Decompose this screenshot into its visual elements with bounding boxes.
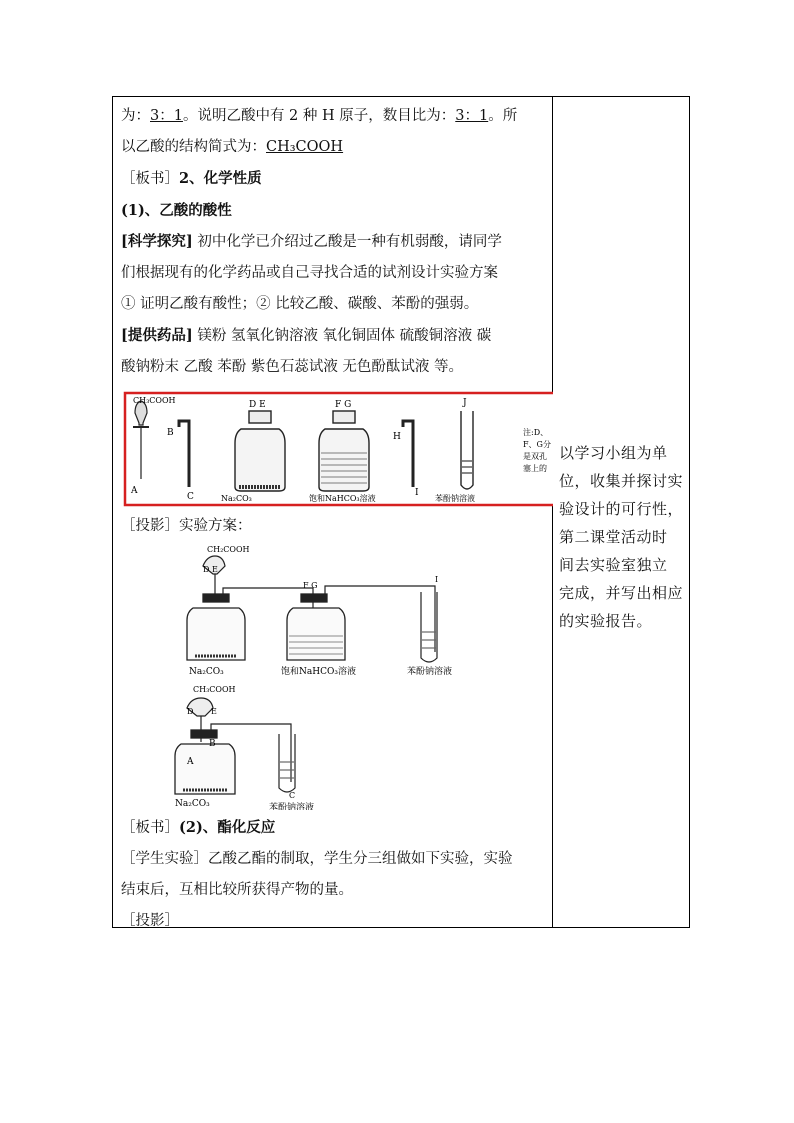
teaching-content-cell	[121, 101, 551, 937]
apparatus-figure-2	[173, 542, 503, 682]
note-line-2: F、G分	[523, 440, 551, 449]
note-line: 间去实验室独立	[559, 556, 668, 574]
label-fg: F G	[335, 400, 352, 410]
note-line: 以学习小组为单	[559, 444, 668, 462]
label-c: C	[289, 791, 296, 800]
ratio-value: 3：1	[150, 108, 183, 124]
label-a: A	[131, 486, 138, 496]
bottle	[175, 730, 235, 794]
label-phenolate: 苯酚钠溶液	[269, 803, 315, 810]
heading-text: 2、化学性质	[179, 170, 262, 187]
note-line: 的实验报告。	[559, 612, 653, 630]
board-heading-2	[121, 812, 547, 844]
tag: ［板书］	[121, 171, 179, 187]
activity-note-cell	[559, 439, 685, 635]
explore-line-1	[121, 226, 547, 258]
text: 以乙酸的结构简式为：	[121, 139, 266, 155]
student-line-1	[121, 844, 547, 875]
tag: ［学生实验］	[121, 851, 208, 867]
label-i: I	[415, 488, 419, 498]
lesson-table	[112, 96, 690, 928]
note-line: 位，收集并探讨实	[559, 472, 684, 490]
label-d: D	[187, 707, 194, 716]
student-line-2: 结束后，互相比较所获得产物的量。	[121, 882, 353, 898]
label-j: J	[463, 398, 467, 408]
formula: CH₃COOH	[266, 139, 344, 155]
column-divider	[552, 97, 553, 927]
label-phenolate: 苯酚钠溶液	[407, 667, 453, 677]
tag: ［板书］	[121, 820, 179, 836]
label-na2co3: Na₂CO₃	[221, 494, 252, 503]
reagents-line-1	[121, 320, 547, 352]
apparatus-figure-3-svg	[173, 682, 373, 810]
reagents-line-2: 酸钠粉末 乙酸 苯酚 紫色石蕊试液 无色酚酞试液 等。	[121, 359, 464, 375]
test-tube	[279, 734, 295, 792]
label-de: D E	[249, 400, 266, 410]
text: 乙酸乙酯的制取，学生分三组做如下实验，实验	[208, 851, 513, 867]
label-b: B	[209, 739, 216, 749]
label-e: E	[211, 707, 217, 716]
explore-line-2: 们根据现有的化学药品或自己寻找合适的试剂设计实验方案	[121, 265, 498, 281]
ratio-line	[121, 101, 547, 132]
tag: [提供药品]	[121, 327, 193, 344]
label-nahco3: 饱和NaHCO₃溶液	[281, 667, 356, 677]
heading-text: (2)、酯化反应	[179, 819, 276, 836]
label-h: H	[393, 432, 401, 442]
label-acid: CH₂COOH	[207, 545, 250, 554]
text: 为：	[121, 108, 150, 124]
projection-heading-2: ［投影］	[121, 913, 179, 929]
explore-line-3: ① 证明乙酸有酸性；② 比较乙酸、碳酸、苯酚的强弱。	[121, 296, 479, 312]
label-phenolate: 苯酚钠溶液	[435, 494, 475, 503]
label-a: A	[187, 757, 194, 767]
note-line-3: 是双孔	[523, 452, 547, 461]
apparatus-figure-2-svg	[173, 542, 503, 682]
apparatus-figure-3	[173, 682, 373, 810]
note-line: 第二课堂活动时	[559, 528, 668, 546]
label-i: I	[435, 575, 439, 584]
label-acid: CH₃COOH	[193, 685, 236, 694]
label-na2co3: Na₂CO₃	[189, 667, 224, 677]
text: 实验方案：	[179, 518, 252, 534]
tag: [科学探究]	[121, 233, 193, 250]
label-acid: CH₃COOH	[133, 396, 176, 405]
note-line-1: 注:D、	[523, 428, 549, 437]
text: 镁粉 氢氧化钠溶液 氧化铜固体 硫酸铜溶液 碳	[197, 328, 492, 344]
bottle-1	[187, 594, 245, 660]
label-na2co3: Na₂CO₃	[175, 799, 210, 809]
note-line-4: 塞上的	[523, 464, 547, 473]
apparatus-figure-1-svg	[121, 391, 553, 507]
text: 初中化学已介绍过乙酸是一种有机弱酸，请同学	[197, 234, 502, 250]
note-line: 验设计的可行性，	[559, 500, 684, 518]
ratio-value: 3：1	[455, 108, 489, 124]
acid-heading: (1)、乙酸的酸性	[121, 202, 232, 219]
bottle-2	[287, 594, 345, 660]
projection-heading-1	[121, 511, 547, 542]
note-line: 完成，并写出相应	[559, 584, 684, 602]
label-fg: F G	[303, 581, 318, 590]
apparatus-figure-1	[121, 391, 553, 507]
tag: ［投影］	[121, 518, 179, 534]
text: 。说明乙酸中有 2 种 H 原子，数目比为：	[182, 108, 456, 124]
label-de: D E	[203, 565, 218, 574]
structure-line	[121, 132, 547, 163]
label-nahco3: 饱和NaHCO₃溶液	[309, 494, 376, 503]
text: 。所	[488, 108, 518, 124]
board-heading-1	[121, 163, 547, 195]
label-b: B	[167, 428, 174, 438]
label-c: C	[187, 492, 194, 502]
